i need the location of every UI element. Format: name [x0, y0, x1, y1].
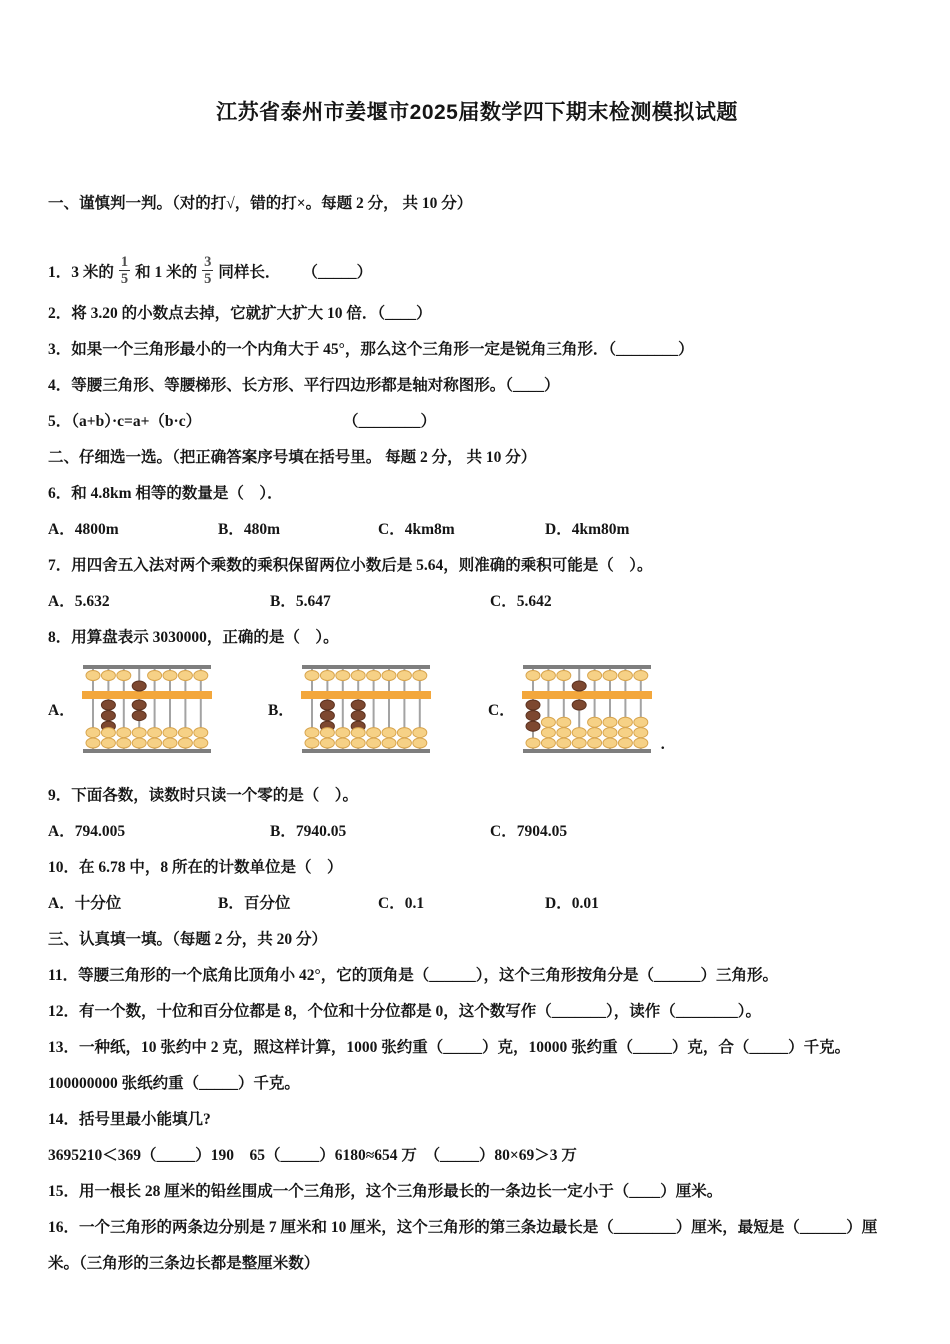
question-10-options	[48, 886, 906, 922]
question-15: 15．用一根长 28 厘米的铅丝围成一个三角形，这个三角形最长的一条边长一定小于（____）厘米。	[48, 1183, 723, 1200]
fraction-three-fifths	[202, 254, 213, 287]
question-8-stem: 8．用算盘表示 3030000，正确的是（ ）。	[48, 629, 339, 646]
section-1-heading: 一、谨慎判一判。（对的打√，错的打×。每题 2 分， 共 10 分）	[48, 195, 473, 212]
option-b-label: B．	[268, 702, 294, 719]
abacus-image-a	[82, 664, 212, 754]
question-7-stem: 7．用四舍五入法对两个乘数的乘积保留两位小数后是 5.64，则准确的乘积可能是（ ）。	[48, 557, 653, 574]
fraction-numerator: 3	[204, 253, 212, 270]
question-16: 16．一个三角形的两条边分别是 7 厘米和 10 厘米，这个三角形的第三条边最长是（________）厘米，最短是（______）厘米。（三角形的三条边长都是整厘米数）	[48, 1219, 878, 1272]
abacus-image-b	[301, 664, 431, 754]
question-8-options	[48, 664, 906, 754]
option-a: A．794.005	[48, 823, 126, 840]
abacus-image-c	[522, 664, 652, 754]
fraction-numerator: 1	[120, 253, 129, 270]
question-14-stem: 14．括号里最小能填几?	[48, 1111, 211, 1128]
question-6-options	[48, 512, 906, 548]
q5-expression: 5．（a+b）·c=a+（b·c）	[48, 413, 202, 430]
option-b: B．百分位	[218, 895, 291, 912]
question-1	[48, 222, 906, 287]
q1-text-start: 1．3 米的	[48, 264, 114, 281]
fraction-denominator: 5	[120, 270, 129, 287]
option-a-label: A．	[48, 702, 75, 719]
q1-text-middle: 和 1 米的	[135, 264, 198, 281]
option-b: B．480m	[218, 521, 281, 538]
question-9-options	[48, 814, 906, 850]
abacus-option-c	[488, 664, 906, 754]
section-3-heading: 三、认真填一填。（每题 2 分，共 20 分）	[48, 931, 328, 948]
option-c: C．7904.05	[490, 823, 568, 840]
option-a: A．5.632	[48, 593, 110, 610]
question-9-stem: 9．下面各数，读数时只读一个零的是（ ）。	[48, 787, 359, 804]
question-13: 13．一种纸，10 张约中 2 克，照这样计算，1000 张约重（_____）克，10000 张约重（_____）克，合（_____）千克。100000000 张纸约重（_____）千克。	[48, 1039, 851, 1092]
abacus-option-b	[268, 664, 488, 754]
question-3: 3．如果一个三角形最小的一个内角大于 45°，那么这个三角形一定是锐角三角形．（________）	[48, 341, 694, 358]
option-b: B．7940.05	[270, 823, 347, 840]
option-c: C．0.1	[378, 895, 425, 912]
option-c: C．4km8m	[378, 521, 455, 538]
section-2-heading: 二、仔细选一选。（把正确答案序号填在括号里。 每题 2 分， 共 10 分）	[48, 449, 537, 466]
option-c: C．5.642	[490, 593, 552, 610]
abacus-option-a	[48, 664, 268, 754]
question-10-stem: 10．在 6.78 中，8 所在的计数单位是（ ）	[48, 859, 343, 876]
question-2: 2．将 3.20 的小数点去掉，它就扩大扩大 10 倍．（____）	[48, 305, 432, 322]
question-6-stem: 6．和 4.8km 相等的数量是（ ）．	[48, 485, 283, 502]
trailing-period: .	[660, 736, 665, 753]
option-d: D．0.01	[545, 895, 599, 912]
answer-blank: （_____）	[302, 264, 373, 281]
question-5	[48, 404, 906, 440]
option-c-label: C．	[488, 702, 515, 719]
q1-text-end: 同样长．	[218, 264, 281, 281]
answer-blank: （________）	[342, 413, 436, 430]
page-title: 江苏省泰州市姜堰市2025届数学四下期末检测模拟试题	[216, 101, 738, 124]
fraction-one-fifth	[119, 254, 130, 287]
question-4: 4．等腰三角形、等腰梯形、长方形、平行四边形都是轴对称图形。（____）	[48, 377, 560, 394]
option-b: B．5.647	[270, 593, 331, 610]
fraction-denominator: 5	[204, 270, 212, 287]
question-12: 12．有一个数，十位和百分位都是 8，个位和十分位都是 0，这个数写作（_______），读作（________）。	[48, 1003, 762, 1020]
question-14-expression: 3695210＜369（_____）190 65（_____）6180≈654 万 （_____）80×69＞3 万	[48, 1147, 577, 1164]
option-d: D．4km80m	[545, 521, 630, 538]
question-7-options	[48, 584, 906, 620]
option-a: A．十分位	[48, 895, 122, 912]
option-a: A．4800m	[48, 521, 119, 538]
question-11: 11．等腰三角形的一个底角比顶角小 42°，它的顶角是（______），这个三角形按角分是（______）三角形。	[48, 967, 778, 984]
